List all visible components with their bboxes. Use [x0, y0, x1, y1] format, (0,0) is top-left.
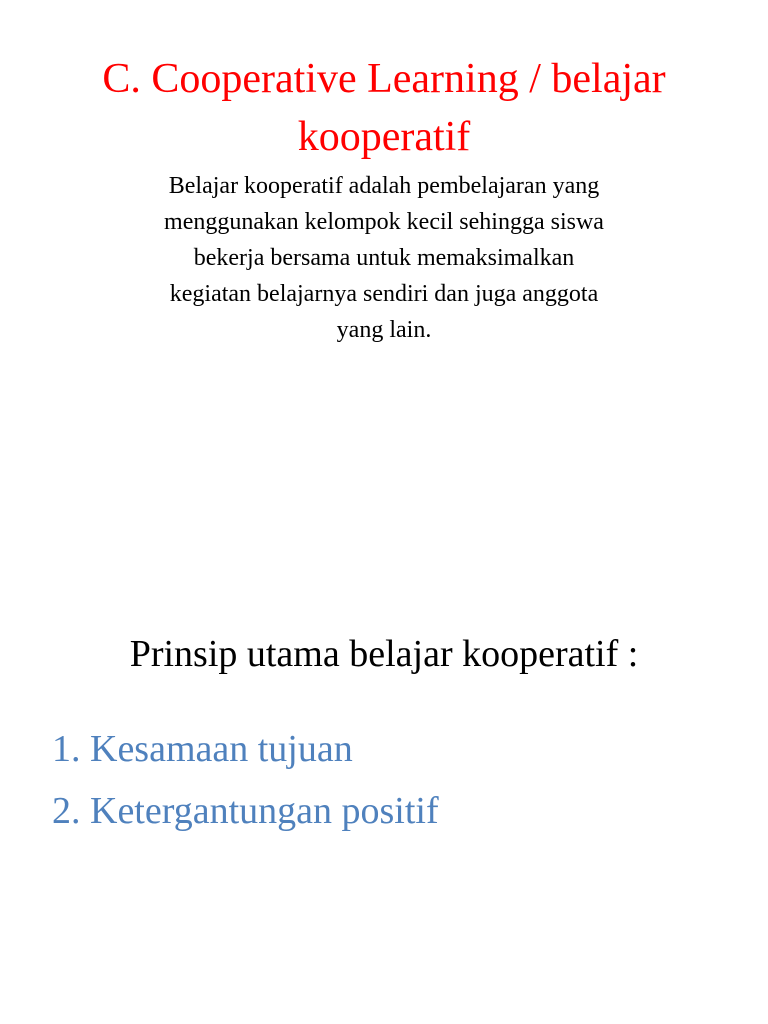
- paragraph-line: bekerja bersama untuk memaksimalkan: [193, 245, 575, 271]
- list-item: [52, 780, 439, 842]
- principles-list: [52, 718, 439, 842]
- list-item-number: 1.: [52, 728, 81, 770]
- list-item-number: 2.: [52, 790, 81, 832]
- definition-paragraph: [60, 168, 708, 348]
- paragraph-line: kegiatan belajarnya sendiri dan juga anggota: [169, 281, 599, 307]
- list-item: [52, 718, 439, 780]
- paragraph-line: menggunakan kelompok kecil sehingga siswa: [164, 209, 604, 235]
- list-item-text: Kesamaan tujuan: [90, 728, 353, 770]
- slide-title: [20, 50, 748, 166]
- slide-title-line: C. Cooperative Learning / belajar: [102, 56, 666, 102]
- principles-heading: Prinsip utama belajar kooperatif :: [129, 633, 639, 675]
- slide-title-line: kooperatif: [297, 114, 471, 160]
- paragraph-line: yang lain.: [336, 317, 432, 343]
- paragraph-line: Belajar kooperatif adalah pembelajaran yang: [168, 173, 600, 199]
- list-item-text: Ketergantungan positif: [90, 790, 439, 832]
